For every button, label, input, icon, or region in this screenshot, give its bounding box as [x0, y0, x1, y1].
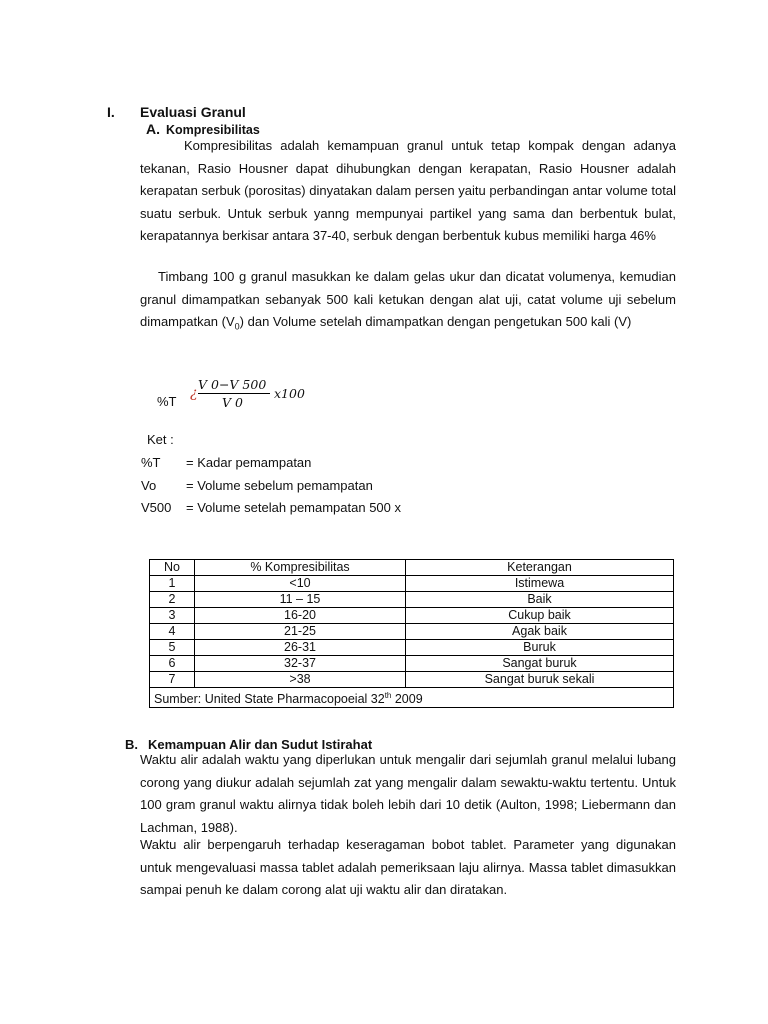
ket-term: V500: [141, 500, 172, 515]
source-superscript: th: [384, 691, 392, 700]
procedure-subscript: 0: [234, 321, 240, 332]
table-cell: 1: [150, 576, 195, 592]
table-row: [150, 576, 674, 592]
table-row: [150, 592, 674, 608]
table-cell: 11 – 15: [195, 592, 406, 608]
table-cell: 21-25: [195, 624, 406, 640]
table-cell: 16-20: [195, 608, 406, 624]
table-header-cell: No: [150, 560, 195, 576]
procedure-paragraph: [140, 266, 676, 338]
formula-label: %T: [157, 394, 177, 409]
ket-term: %T: [141, 455, 161, 470]
table-row: [150, 640, 674, 656]
table-cell: 2: [150, 592, 195, 608]
table-row: [150, 672, 674, 688]
table-row: [150, 656, 674, 672]
table-cell: 3: [150, 608, 195, 624]
table-cell: 5: [150, 640, 195, 656]
table-cell: 32-37: [195, 656, 406, 672]
table-source: [150, 688, 674, 708]
table-cell: Agak baik: [406, 624, 674, 640]
subsection-b-title: Kemampuan Alir dan Sudut Istirahat: [148, 737, 373, 752]
procedure-text-1: Timbang 100 g granul masukkan ke dalam gelas ukur dan dicatat volumenya, kemudian granul dimampatkan sebanyak 500 kali ketukan dengan alat uji, catat volume uji sebelum dimampatkan (V: [140, 269, 676, 330]
table-cell: Istimewa: [406, 576, 674, 592]
ket-desc: = Volume setelah pemampatan 500 x: [186, 500, 402, 515]
flow-time-paragraph: Waktu alir adalah waktu yang diperlukan untuk mengalir dari sejumlah granul melalui lubang corong yang diukur adalah sejumlah zat yang mengalir dalam sewaktu-waktu tertentu. Untuk 100 gram granul waktu alirnya tidak boleh lebih dari 10 detik (Aulton, 1998; Liebermann dan Lachman, 1988).: [140, 752, 676, 835]
table-cell: <10: [195, 576, 406, 592]
ket-desc: = Kadar pemampatan: [186, 455, 312, 470]
subsection-a-title: Kompresibilitas: [166, 123, 260, 137]
table-cell: >38: [195, 672, 406, 688]
formula-suffix: x100: [274, 386, 305, 401]
ket-desc: = Volume sebelum pemampatan: [186, 478, 373, 493]
procedure-text-2: ) dan Volume setelah dimampatkan dengan pengetukan 500 kali (V): [239, 314, 632, 330]
subsection-a-letter: A.: [146, 121, 160, 137]
table-cell: 7: [150, 672, 195, 688]
section-title: Evaluasi Granul: [140, 104, 246, 120]
table-cell: 26-31: [195, 640, 406, 656]
source-year: 2009: [391, 692, 423, 706]
ket-title: Ket :: [147, 432, 174, 447]
subsection-b-letter: B.: [125, 737, 138, 752]
compressibility-table: [149, 559, 674, 708]
formula-denominator: V 0: [222, 395, 243, 410]
table-cell: Sangat buruk: [406, 656, 674, 672]
section-number: I.: [107, 104, 115, 120]
table-row: [150, 608, 674, 624]
ket-term: Vo: [141, 478, 157, 493]
formula-prefix: ¿: [190, 385, 198, 401]
table-cell: Baik: [406, 592, 674, 608]
table-cell: Buruk: [406, 640, 674, 656]
kompresibilitas-paragraph: Kompresibilitas adalah kemampuan granul untuk tetap kompak dengan adanya tekanan, Rasio Housner dapat dihubungkan dengan kerapatan, Rasio Housner adalah kerapatan serbuk (porositas) dinyatakan dalam persen yaitu perbandingan antar volume total suatu serbuk. Untuk serbuk yanng mempunyai partikel yang sama dan berbentuk bulat, kerapatannya berkisar antara 37-40, serbuk dengan berbentuk kubus memiliki harga 46%: [140, 138, 676, 244]
table-cell: 4: [150, 624, 195, 640]
table-cell: 6: [150, 656, 195, 672]
table-row: [150, 624, 674, 640]
flow-effect-paragraph: Waktu alir berpengaruh terhadap keseragaman bobot tablet. Parameter yang digunakan untuk mengevaluasi massa tablet adalah pemeriksaan laju alirnya. Massa tablet dimasukkan sampai penuh ke dalam corong alat uji waktu alir dan diratakan.: [140, 837, 676, 897]
formula-numerator: V 0−V 500: [198, 377, 267, 392]
table-header-cell: Keterangan: [406, 560, 674, 576]
fraction-bar: [198, 393, 270, 394]
table-header-cell: % Kompresibilitas: [195, 560, 406, 576]
table-cell: Cukup baik: [406, 608, 674, 624]
table-cell: Sangat buruk sekali: [406, 672, 674, 688]
source-text: Sumber: United State Pharmacopoeial 32: [154, 692, 385, 706]
table-source-row: [150, 688, 674, 708]
table-header-row: [150, 560, 674, 576]
